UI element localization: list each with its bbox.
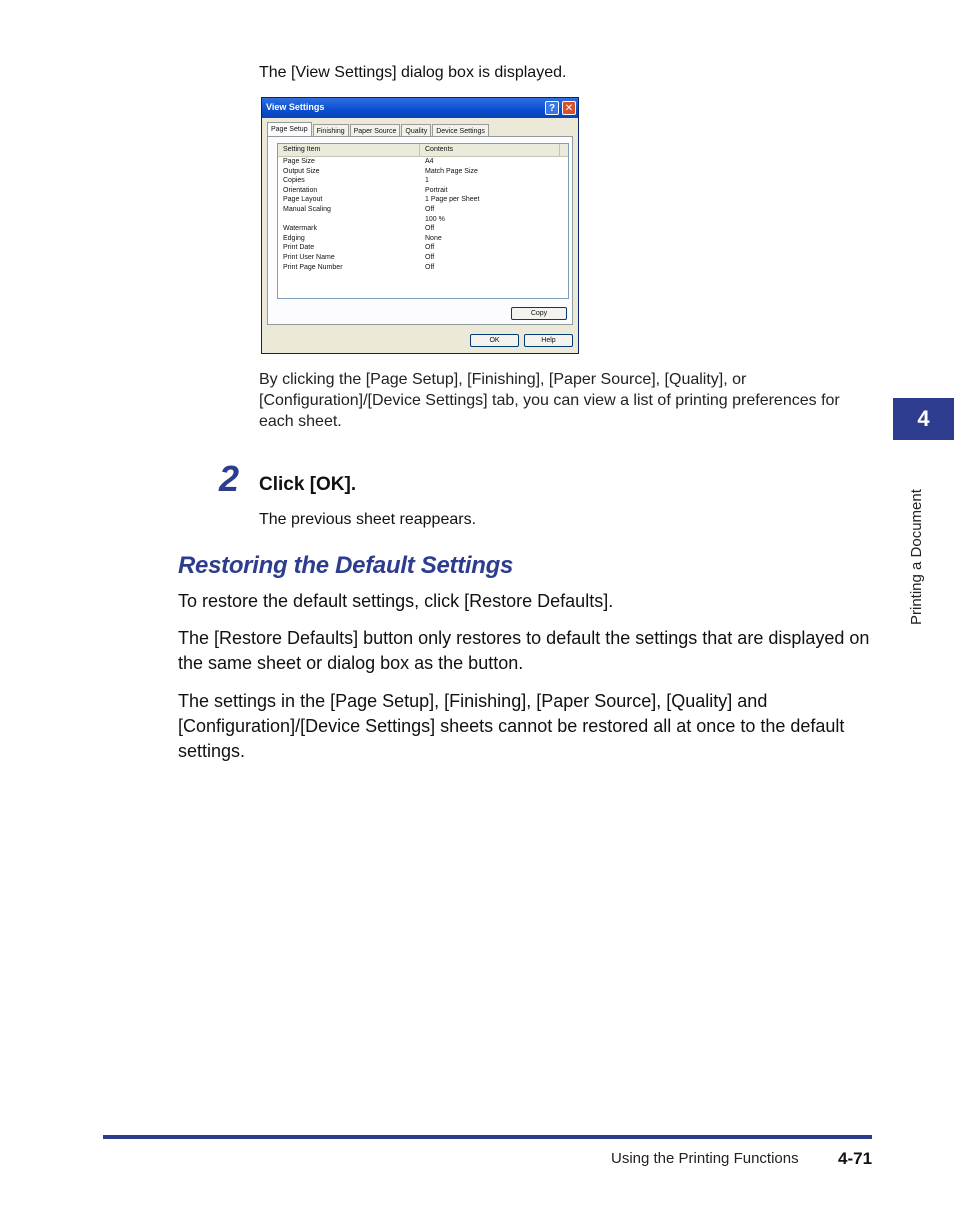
setting-item: Page Size bbox=[283, 158, 315, 165]
chapter-title: Printing a Document bbox=[908, 489, 925, 625]
setting-value: 100 % bbox=[425, 215, 445, 223]
setting-item bbox=[278, 215, 420, 225]
list-item bbox=[278, 157, 568, 167]
list-item bbox=[278, 234, 568, 244]
footer-divider bbox=[103, 1135, 872, 1139]
tab-paper-source[interactable]: Paper Source bbox=[350, 124, 401, 138]
list-item bbox=[278, 195, 568, 205]
setting-item: Output Size bbox=[283, 167, 320, 175]
dialog-title: View Settings bbox=[266, 102, 325, 112]
help-icon[interactable]: ? bbox=[545, 101, 559, 115]
section-paragraph: The settings in the [Page Setup], [Finishing], [Paper Source], [Quality] and [Configuration]/[Device Settings] sheets cannot be restored all at once to the default settings. bbox=[178, 691, 845, 761]
list-item bbox=[278, 215, 568, 225]
tab-device-settings[interactable]: Device Settings bbox=[432, 124, 489, 138]
column-header-setting-item[interactable]: Setting Item bbox=[278, 144, 420, 156]
setting-item: Watermark bbox=[283, 225, 317, 233]
help-button[interactable]: Help bbox=[524, 334, 573, 347]
setting-item: Print Date bbox=[283, 244, 315, 252]
intro-text: The [View Settings] dialog box is displayed. bbox=[259, 64, 567, 81]
column-header-contents[interactable]: Contents bbox=[420, 144, 560, 156]
step-number: 2 bbox=[219, 458, 240, 499]
setting-item: Print Page Number bbox=[283, 263, 343, 271]
list-item bbox=[278, 224, 568, 234]
settings-list[interactable] bbox=[277, 143, 569, 299]
setting-value: Match Page Size bbox=[425, 167, 478, 175]
setting-value: 1 bbox=[425, 177, 429, 185]
ok-button[interactable]: OK bbox=[470, 334, 519, 347]
setting-item: Edging bbox=[283, 234, 305, 242]
setting-value: 1 Page per Sheet bbox=[425, 196, 480, 204]
list-item bbox=[278, 253, 568, 263]
tab-finishing[interactable]: Finishing bbox=[313, 124, 349, 138]
close-icon[interactable]: ✕ bbox=[562, 101, 576, 115]
list-item bbox=[278, 176, 568, 186]
footer-chapter-title: Using the Printing Functions bbox=[611, 1150, 799, 1167]
dialog-tabs bbox=[267, 122, 490, 137]
setting-value: Off bbox=[425, 263, 435, 271]
list-item bbox=[278, 186, 568, 196]
list-item bbox=[278, 243, 568, 253]
copy-button[interactable]: Copy bbox=[511, 307, 567, 320]
list-header bbox=[278, 144, 568, 157]
setting-value: Portrait bbox=[425, 186, 448, 194]
list-item bbox=[278, 263, 568, 273]
setting-item: Manual Scaling bbox=[283, 205, 331, 213]
chapter-side-label bbox=[906, 450, 930, 625]
setting-item: Print User Name bbox=[283, 253, 335, 261]
list-item bbox=[278, 167, 568, 177]
dialog-titlebar bbox=[262, 98, 578, 118]
tab-explanation: By clicking the [Page Setup], [Finishing], [Paper Source], [Quality], or [Configuration]/[Device Settings] tab, you can view a list of printing preferences for each sheet. bbox=[259, 371, 840, 430]
section-title: Restoring the Default Settings bbox=[178, 552, 514, 579]
section-paragraph: To restore the default settings, click [Restore Defaults]. bbox=[178, 591, 614, 611]
section-paragraph: The [Restore Defaults] button only restores to default the settings that are displayed on the same sheet or dialog box as the button. bbox=[178, 628, 870, 673]
setting-value: None bbox=[425, 234, 442, 242]
tab-quality[interactable]: Quality bbox=[401, 124, 431, 138]
setting-item: Copies bbox=[283, 177, 305, 185]
setting-value: Off bbox=[425, 253, 435, 261]
step-result: The previous sheet reappears. bbox=[259, 511, 477, 528]
list-body bbox=[278, 157, 568, 272]
page-number: 4-71 bbox=[838, 1149, 873, 1168]
view-settings-dialog bbox=[261, 97, 579, 354]
setting-value: A4 bbox=[425, 158, 434, 165]
setting-value: Off bbox=[425, 205, 435, 213]
setting-item: Page Layout bbox=[283, 196, 323, 204]
step-instruction: Click [OK]. bbox=[259, 474, 357, 495]
list-item bbox=[278, 205, 568, 215]
chapter-number-tab: 4 bbox=[893, 398, 954, 440]
tab-page-setup[interactable]: Page Setup bbox=[267, 122, 312, 138]
tab-panel bbox=[267, 136, 573, 325]
setting-value: Off bbox=[425, 225, 435, 233]
setting-item: Orientation bbox=[283, 186, 318, 194]
setting-value: Off bbox=[425, 244, 435, 252]
